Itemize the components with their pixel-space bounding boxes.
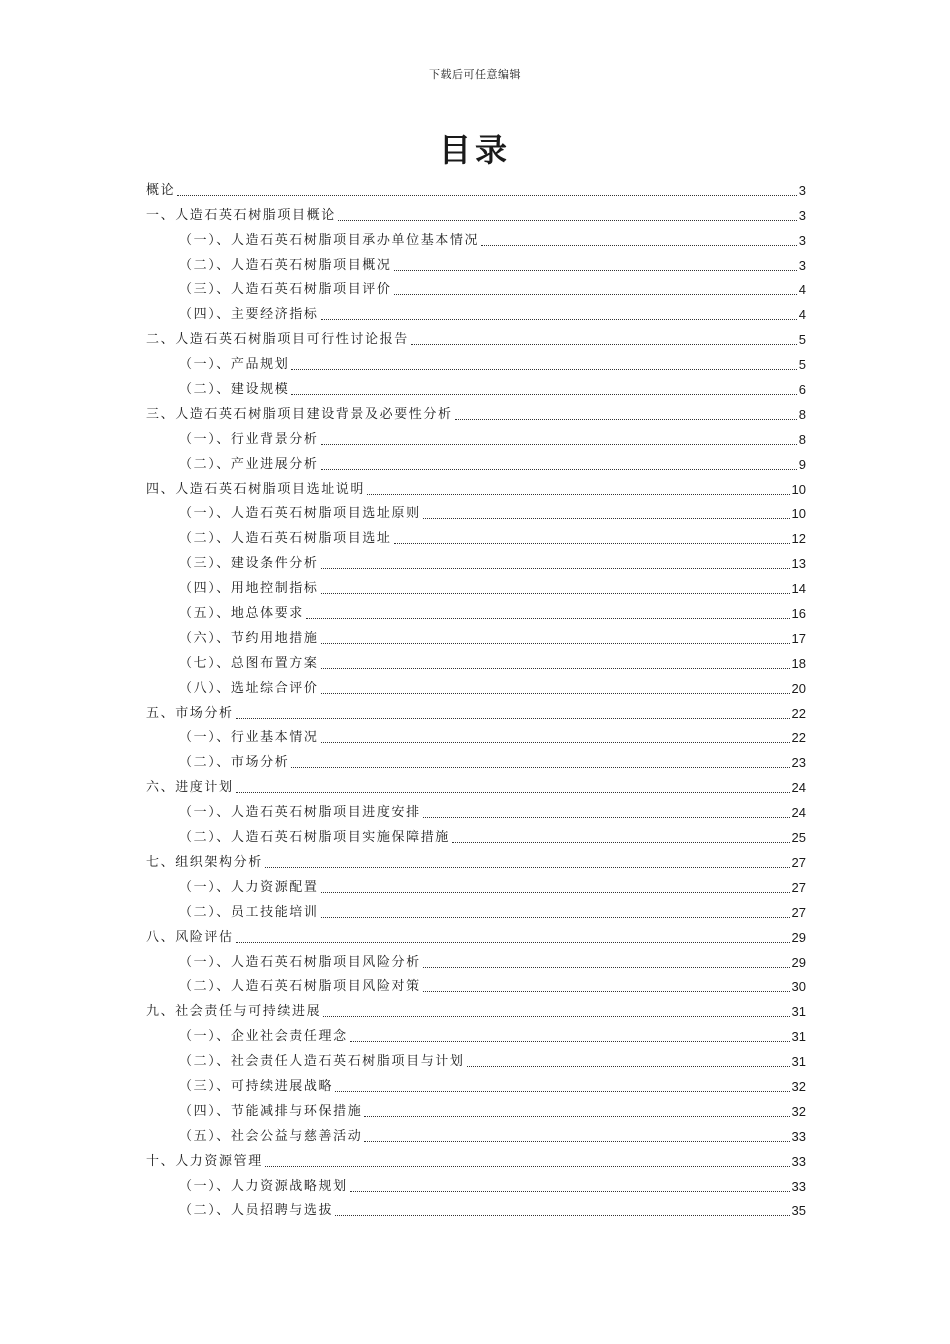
dot-leader (455, 418, 797, 420)
toc-entry[interactable] (146, 449, 806, 474)
toc-entry[interactable] (146, 1196, 806, 1221)
toc-entry-page-number: 27 (791, 854, 806, 870)
toc-entry[interactable] (146, 897, 806, 922)
toc-entry[interactable] (146, 424, 806, 449)
toc-entry-title: （三）、可持续进展战略 (179, 1078, 334, 1094)
toc-entry-title: （二）、人造石英石树脂项目实施保障措施 (179, 830, 450, 846)
dot-leader (350, 1190, 790, 1192)
dot-leader (236, 717, 790, 719)
toc-entry-page-number: 5 (798, 357, 806, 373)
toc-entry-title: （一）、人力资源战略规划 (179, 1178, 348, 1194)
toc-entry[interactable] (146, 250, 806, 275)
toc-entry[interactable] (146, 349, 806, 374)
dot-leader (291, 393, 796, 395)
toc-entry-page-number: 16 (791, 606, 806, 622)
dot-leader (321, 891, 790, 893)
toc-entry-page-number: 23 (791, 755, 806, 771)
toc-entry-page-number: 30 (791, 979, 806, 995)
toc-entry[interactable] (146, 399, 806, 424)
toc-entry-title: （二）、产业进展分析 (179, 456, 319, 472)
toc-entry[interactable] (146, 797, 806, 822)
dot-leader (265, 866, 790, 868)
dot-leader (335, 1090, 789, 1092)
toc-entry-page-number: 33 (791, 1153, 806, 1169)
toc-entry-title: 四、人造石英石树脂项目选址说明 (146, 481, 366, 497)
toc-entry-title: （一）、人造石英石树脂项目风险分析 (179, 954, 421, 970)
table-of-contents (146, 175, 806, 1220)
dot-leader (291, 766, 789, 768)
dot-leader (423, 517, 790, 519)
toc-entry[interactable] (146, 474, 806, 499)
toc-entry[interactable] (146, 772, 806, 797)
toc-entry[interactable] (146, 723, 806, 748)
toc-entry-title: 五、市场分析 (146, 705, 234, 721)
toc-entry-title: （一）、行业背景分析 (179, 431, 319, 447)
toc-entry[interactable] (146, 225, 806, 250)
toc-entry[interactable] (146, 1046, 806, 1071)
dot-leader (423, 816, 790, 818)
dot-leader (321, 567, 790, 569)
toc-entry-title: （二）、人造石英石树脂项目风险对策 (179, 979, 421, 995)
dot-leader (323, 1015, 789, 1017)
dot-leader (411, 343, 797, 345)
toc-entry-title: （一）、产品规划 (179, 357, 290, 373)
toc-entry-title: （四）、用地控制指标 (179, 581, 319, 597)
toc-entry-page-number: 3 (798, 257, 806, 273)
toc-entry-title: （二）、人造石英石树脂项目概况 (179, 257, 392, 273)
toc-entry-page-number: 22 (791, 730, 806, 746)
toc-entry[interactable] (146, 996, 806, 1021)
dot-leader (423, 966, 790, 968)
dot-leader (291, 368, 796, 370)
toc-entry-page-number: 24 (791, 805, 806, 821)
toc-entry-title: （一）、人造石英石树脂项目进度安排 (179, 805, 421, 821)
dot-leader (321, 642, 790, 644)
dot-leader (321, 592, 790, 594)
toc-entry-title: （一）、人造石英石树脂项目选址原则 (179, 506, 421, 522)
toc-entry-page-number: 31 (791, 1004, 806, 1020)
toc-entry-page-number: 22 (791, 705, 806, 721)
toc-entry-title: 十、人力资源管理 (146, 1153, 263, 1169)
dot-leader (321, 667, 790, 669)
toc-entry[interactable] (146, 1146, 806, 1171)
toc-entry[interactable] (146, 499, 806, 524)
toc-entry[interactable] (146, 299, 806, 324)
toc-entry-title: （一）、人造石英石树脂项目承办单位基本情况 (179, 232, 480, 248)
toc-entry-title: （五）、地总体要求 (179, 606, 304, 622)
toc-entry-title: （二）、市场分析 (179, 755, 290, 771)
toc-entry-page-number: 27 (791, 879, 806, 895)
toc-entry-title: （六）、节约用地措施 (179, 630, 319, 646)
toc-entry-page-number: 4 (798, 282, 806, 298)
toc-entry[interactable] (146, 1021, 806, 1046)
toc-entry-page-number: 33 (791, 1178, 806, 1194)
toc-entry-title: 概论 (146, 182, 176, 198)
toc-entry-title: （四）、主要经济指标 (179, 307, 319, 323)
dot-leader (367, 493, 790, 495)
toc-entry-title: 一、人造石英石树脂项目概论 (146, 207, 336, 223)
toc-entry-title: 九、社会责任与可持续进展 (146, 1004, 322, 1020)
toc-entry-title: （一）、人力资源配置 (179, 879, 319, 895)
toc-entry[interactable] (146, 1121, 806, 1146)
toc-entry-page-number: 35 (791, 1203, 806, 1219)
toc-entry-title: （三）、建设条件分析 (179, 556, 319, 572)
toc-entry-page-number: 18 (791, 655, 806, 671)
dot-leader (364, 1140, 789, 1142)
toc-entry-title: 六、进度计划 (146, 780, 234, 796)
toc-entry-page-number: 8 (798, 431, 806, 447)
dot-leader (177, 194, 797, 196)
toc-entry-page-number: 24 (791, 780, 806, 796)
toc-entry-title: （二）、人造石英石树脂项目选址 (179, 531, 392, 547)
toc-entry-title: （一）、企业社会责任理念 (179, 1029, 348, 1045)
toc-entry[interactable] (146, 374, 806, 399)
toc-entry-page-number: 13 (791, 556, 806, 572)
toc-entry-title: （二）、人员招聘与选拔 (179, 1203, 334, 1219)
toc-entry[interactable] (146, 1171, 806, 1196)
dot-leader (321, 692, 790, 694)
toc-entry-page-number: 17 (791, 630, 806, 646)
toc-entry[interactable] (146, 523, 806, 548)
toc-entry[interactable] (146, 598, 806, 623)
dot-leader (423, 990, 790, 992)
toc-entry-page-number: 20 (791, 680, 806, 696)
toc-entry[interactable] (146, 1096, 806, 1121)
toc-entry-page-number: 33 (791, 1128, 806, 1144)
dot-leader (236, 941, 790, 943)
dot-leader (306, 617, 790, 619)
toc-entry-page-number: 3 (798, 182, 806, 198)
header-note: 下载后可任意编辑 (429, 68, 521, 81)
dot-leader (321, 318, 797, 320)
toc-entry-page-number: 14 (791, 581, 806, 597)
toc-entry-page-number: 31 (791, 1029, 806, 1045)
dot-leader (467, 1065, 790, 1067)
toc-entry-page-number: 5 (798, 332, 806, 348)
page-title: 目录 (438, 131, 511, 169)
toc-entry[interactable] (146, 822, 806, 847)
toc-entry-page-number: 32 (791, 1103, 806, 1119)
toc-entry[interactable] (146, 648, 806, 673)
dot-leader (236, 791, 790, 793)
toc-entry-page-number: 12 (791, 531, 806, 547)
toc-entry[interactable] (146, 275, 806, 300)
toc-entry[interactable] (146, 922, 806, 947)
toc-entry[interactable] (146, 324, 806, 349)
toc-entry-page-number: 4 (798, 307, 806, 323)
dot-leader (321, 468, 797, 470)
toc-entry[interactable] (146, 673, 806, 698)
toc-entry-page-number: 3 (798, 207, 806, 223)
toc-entry-page-number: 8 (798, 406, 806, 422)
dot-leader (452, 841, 790, 843)
toc-entry-page-number: 25 (791, 830, 806, 846)
toc-entry-page-number: 6 (798, 382, 806, 398)
dot-leader (338, 219, 797, 221)
toc-entry-title: （二）、社会责任人造石英石树脂项目与计划 (179, 1054, 465, 1070)
toc-entry-title: 二、人造石英石树脂项目可行性讨论报告 (146, 332, 409, 348)
dot-leader (481, 244, 797, 246)
toc-entry-title: 七、组织架构分析 (146, 854, 263, 870)
dot-leader (394, 269, 797, 271)
toc-entry[interactable] (146, 200, 806, 225)
toc-entry-title: 三、人造石英石树脂项目建设背景及必要性分析 (146, 406, 453, 422)
dot-leader (364, 1115, 789, 1117)
toc-entry-page-number: 29 (791, 929, 806, 945)
toc-entry-title: （二）、员工技能培训 (179, 904, 319, 920)
dot-leader (321, 741, 790, 743)
toc-entry-title: （五）、社会公益与慈善活动 (179, 1128, 363, 1144)
toc-entry-page-number: 29 (791, 954, 806, 970)
toc-entry-page-number: 10 (791, 481, 806, 497)
toc-entry[interactable] (146, 947, 806, 972)
toc-entry-page-number: 3 (798, 232, 806, 248)
toc-entry-title: （二）、建设规模 (179, 382, 290, 398)
dot-leader (394, 293, 797, 295)
toc-entry-title: 八、风险评估 (146, 929, 234, 945)
toc-entry-page-number: 10 (791, 506, 806, 522)
dot-leader (394, 542, 790, 544)
toc-entry-title: （八）、选址综合评价 (179, 680, 319, 696)
toc-entry-page-number: 31 (791, 1054, 806, 1070)
dot-leader (265, 1165, 790, 1167)
toc-entry[interactable] (146, 747, 806, 772)
toc-entry[interactable] (146, 847, 806, 872)
toc-entry[interactable] (146, 972, 806, 997)
dot-leader (321, 443, 797, 445)
toc-entry[interactable] (146, 872, 806, 897)
toc-entry[interactable] (146, 623, 806, 648)
toc-entry[interactable] (146, 1071, 806, 1096)
toc-entry-title: （一）、行业基本情况 (179, 730, 319, 746)
toc-entry-title: （三）、人造石英石树脂项目评价 (179, 282, 392, 298)
toc-entry[interactable] (146, 175, 806, 200)
toc-entry-page-number: 9 (798, 456, 806, 472)
toc-entry-title: （七）、总图布置方案 (179, 655, 319, 671)
toc-entry-page-number: 27 (791, 904, 806, 920)
toc-entry[interactable] (146, 548, 806, 573)
toc-entry[interactable] (146, 698, 806, 723)
toc-entry-page-number: 32 (791, 1078, 806, 1094)
toc-entry[interactable] (146, 573, 806, 598)
dot-leader (335, 1214, 789, 1216)
dot-leader (321, 916, 790, 918)
toc-entry-title: （四）、节能减排与环保措施 (179, 1103, 363, 1119)
dot-leader (350, 1040, 790, 1042)
